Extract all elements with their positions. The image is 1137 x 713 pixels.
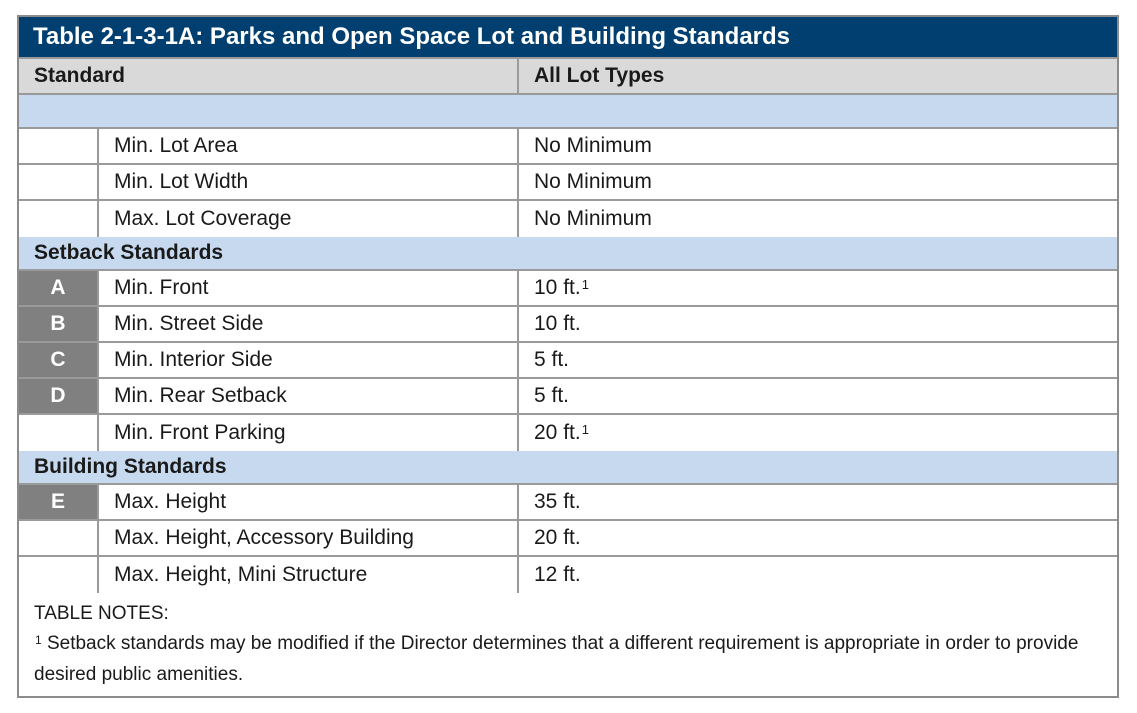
standards-table [17, 15, 1119, 698]
setback-section-heading: Setback Standards [19, 237, 1117, 271]
note-1 [34, 629, 1102, 690]
lot-rows-group [19, 129, 1117, 237]
header-standard: Standard [19, 59, 519, 93]
table-row [19, 557, 1117, 593]
row-standard-name: Min. Front Parking [99, 415, 519, 451]
row-standard-name: Min. Rear Setback [99, 379, 519, 413]
row-value [519, 485, 1117, 519]
row-standard-name: Max. Height, Mini Structure [99, 557, 519, 593]
table-row [19, 165, 1117, 201]
row-value [519, 557, 1117, 593]
row-value-text: 5 ft. [534, 384, 570, 407]
row-standard-name: Min. Front [99, 271, 519, 305]
row-standard-name: Min. Lot Width [99, 165, 519, 199]
row-standard-name: Max. Height, Accessory Building [99, 521, 519, 555]
footnote-marker: 1 [581, 421, 589, 437]
notes-heading: TABLE NOTES: [34, 603, 169, 624]
building-section-heading: Building Standards [19, 451, 1117, 485]
building-rows-group [19, 485, 1117, 593]
row-value-text: 12 ft. [534, 563, 581, 586]
row-value-text: 10 ft. [534, 312, 581, 335]
note-text: Setback standards may be modified if the Director determines that a different requirement is appropriate in order to provide desired public amenities. [34, 633, 1079, 685]
row-letter-key: A [19, 271, 99, 305]
row-value [519, 415, 1117, 451]
table-row [19, 521, 1117, 557]
row-standard-name: Min. Interior Side [99, 343, 519, 377]
table-row [19, 201, 1117, 237]
row-letter-key: C [19, 343, 99, 377]
row-letter-key [19, 521, 99, 555]
row-letter-key [19, 129, 99, 163]
row-standard-name: Max. Lot Coverage [99, 201, 519, 237]
footnote-marker: 1 [581, 276, 589, 292]
table-row [19, 415, 1117, 451]
row-standard-name: Min. Lot Area [99, 129, 519, 163]
row-letter-key [19, 415, 99, 451]
row-value [519, 379, 1117, 413]
row-value-text: 10 ft. [534, 276, 581, 299]
row-value [519, 307, 1117, 341]
row-standard-name: Min. Street Side [99, 307, 519, 341]
row-value-text: 20 ft. [534, 421, 581, 444]
row-value [519, 165, 1117, 199]
row-standard-name: Max. Height [99, 485, 519, 519]
table-notes [19, 593, 1117, 696]
table-row [19, 485, 1117, 521]
row-value [519, 201, 1117, 237]
row-letter-key [19, 201, 99, 237]
row-value [519, 343, 1117, 377]
header-all-lot-types: All Lot Types [534, 64, 665, 87]
row-value-text: No Minimum [534, 170, 652, 193]
row-letter-key: E [19, 485, 99, 519]
table-row [19, 343, 1117, 379]
row-value [519, 521, 1117, 555]
note-mark: 1 [35, 633, 42, 647]
lot-section-row [19, 95, 1117, 129]
row-value-text: 5 ft. [534, 348, 570, 371]
row-letter-key [19, 165, 99, 199]
setback-rows-group [19, 271, 1117, 451]
table-header-row [19, 59, 1117, 95]
table-row [19, 271, 1117, 307]
table-row [19, 307, 1117, 343]
table-row [19, 129, 1117, 165]
row-letter-key: B [19, 307, 99, 341]
table-row [19, 379, 1117, 415]
row-value-text: 20 ft. [534, 526, 581, 549]
table-title: Table 2-1-3-1A: Parks and Open Space Lot and Building Standards [19, 17, 1117, 59]
row-value-text: No Minimum [534, 207, 652, 230]
row-letter-key: D [19, 379, 99, 413]
row-value-text: 35 ft. [534, 490, 581, 513]
row-value [519, 271, 1117, 305]
row-value [519, 129, 1117, 163]
row-value-text: No Minimum [534, 134, 652, 157]
row-letter-key [19, 557, 99, 593]
